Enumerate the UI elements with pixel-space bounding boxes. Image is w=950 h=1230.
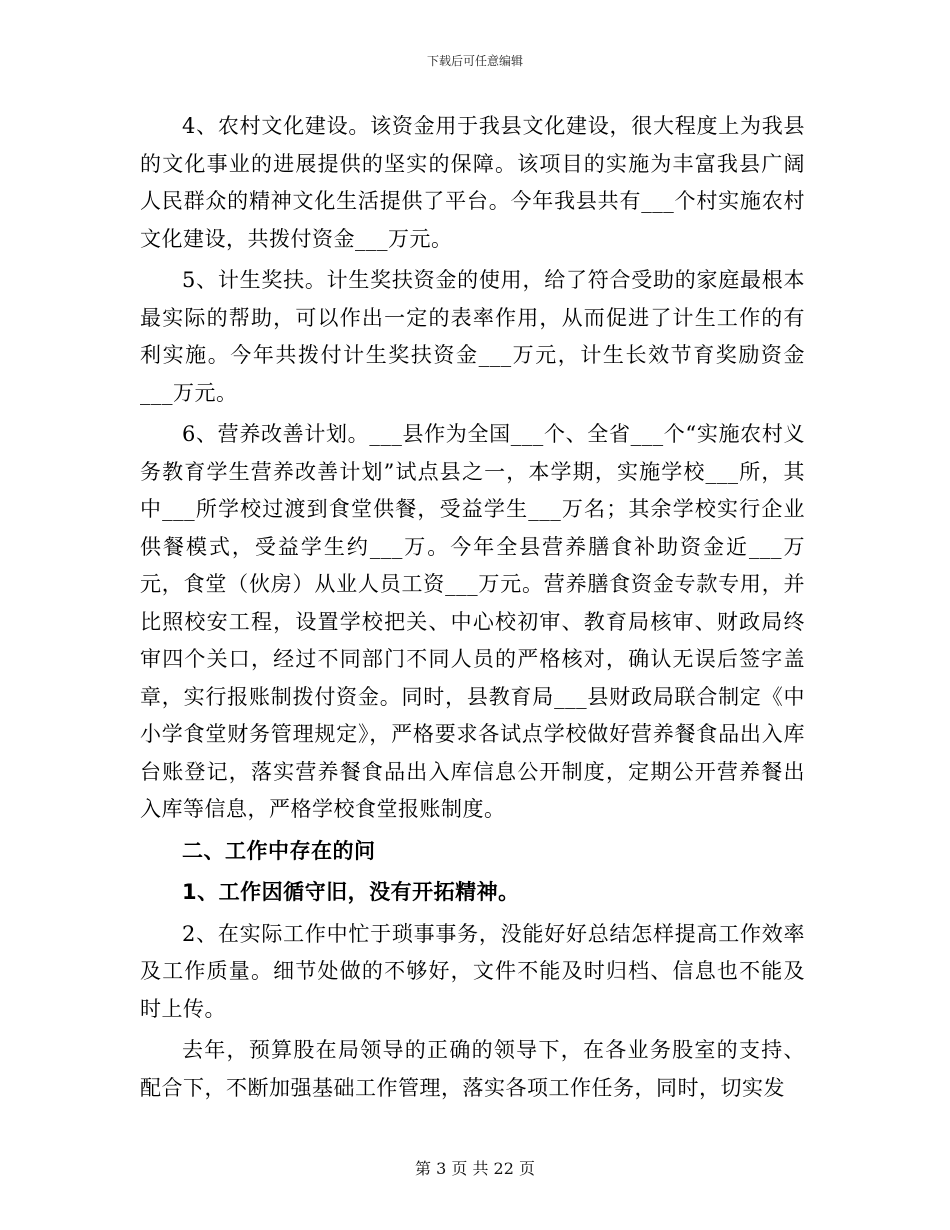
page-header: 下载后可任意编辑 xyxy=(426,54,523,68)
problem-item-1: 1、工作因循守旧，没有开拓精神。 xyxy=(182,880,520,904)
paragraph-family-planning: 5、计生奖扶。计生奖扶资金的使用，给了符合受助的家庭最根本最实际的帮助，可以作出一定的表率作用，从而促进了计生工作的有利实施。今年共拨付计生奖扶资金___万元，计生长效节育奖励资金___万元。 xyxy=(140,268,805,405)
paragraph-rural-culture: 4、农村文化建设。该资金用于我县文化建设，很大程度上为我县的文化事业的进展提供的坚实的保障。该项目的实施为丰富我县广阔人民群众的精神文化生活提供了平台。今年我县共有___个村实施农村文化建设，共拨付资金___万元。 xyxy=(140,114,805,251)
problem-item-2: 2、在实际工作中忙于琐事事务，没能好好总结怎样提高工作效率及工作质量。细节处做的不够好，文件不能及时归档、信息也不能及时上传。 xyxy=(140,921,805,1021)
section-heading-problems: 二、工作中存在的问 xyxy=(182,838,376,863)
paragraph-last-year: 去年，预算股在局领导的正确的领导下，在各业务股室的支持、配合下，不断加强基础工作管理，落实各项工作任务，同时，切实发 xyxy=(140,1038,805,1100)
page-number: 第 3 页 共 22 页 xyxy=(415,1159,535,1178)
paragraph-nutrition-plan: 6、营养改善计划。___县作为全国___个、全省___个“实施农村义务教育学生营养改善计划”试点县之一，本学期，实施学校___所，其中___所学校过渡到食堂供餐，受益学生___万名；其余学校实行企业供餐模式，受益学生约___万。今年全县营养膳食补助资金近___万元，食堂（伙房）从业人员工资___万元。营养膳食资金专款专用，并比照校安工程，设置学校把关、中心校初审、教育局核审、财政局终审四个关口，经过不同部门不同人员的严格核对，确认无误后签字盖章，实行报账制拨付资金。同时，县教育局___县财政局联合制定《中小学食堂财务管理规定》，严格要求各试点学校做好营养餐食品出入库台账登记，落实营养餐食品出入库信息公开制度，定期公开营养餐出入库等信息，严格学校食堂报账制度。 xyxy=(140,422,805,821)
document-body xyxy=(140,108,805,1107)
